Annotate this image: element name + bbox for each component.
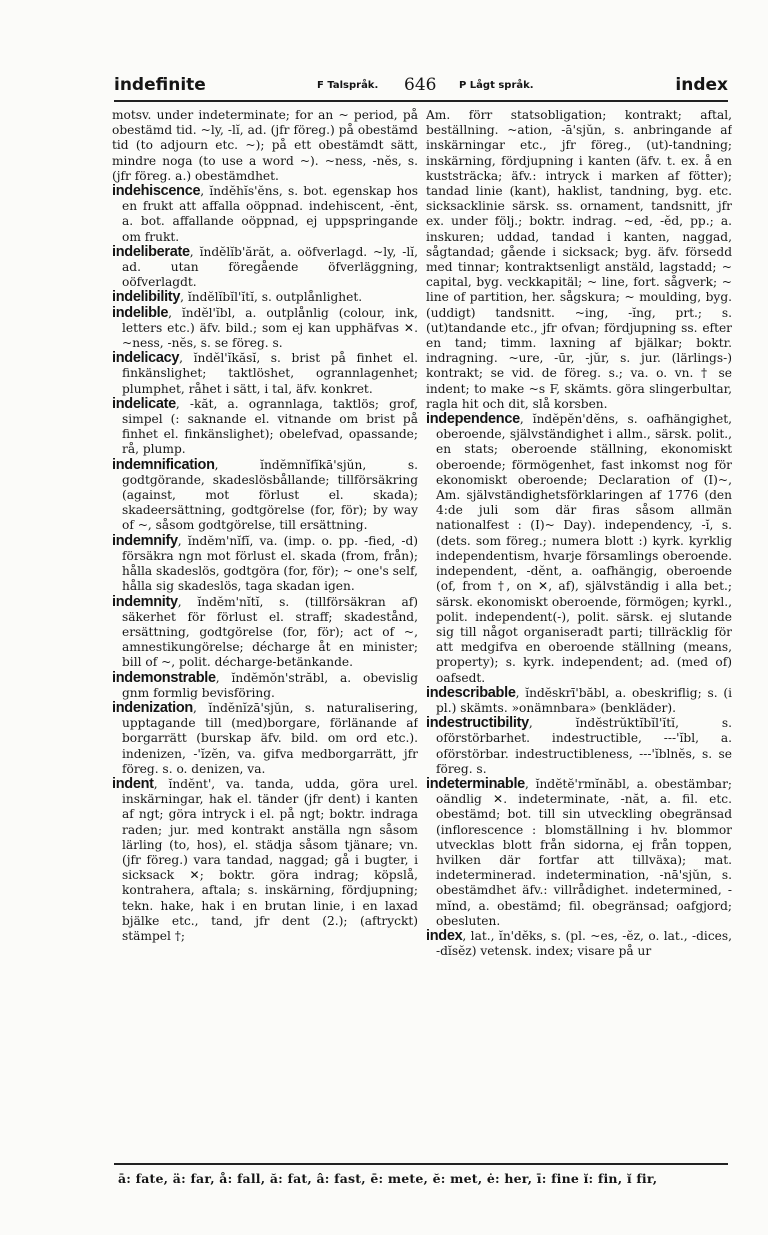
entry-headword: indeliberate [112,243,190,260]
entry-headword: indelicacy [112,350,180,367]
entry-headword: indemnification [112,456,215,473]
entry-headword: indestructibility [426,715,529,732]
entry-headword: indescribable [426,684,516,701]
dictionary-entry: indemnification, ĭndĕmnĭfĭkā'sjŭn, s. godtgörande, skadeslösbållande; tillförsäkring (against, mot förlust el. skada); skadeersättning, godtgörelse (for, för); by way of ~, såsom godtgörelse, till ersättning. [112,456,418,533]
dictionary-entry: indelibility, ĭndĕlĭbĭl'ĭtĭ, s. outplånlighet. [112,289,363,306]
running-header [114,75,728,99]
dictionary-entry: indent, ĭndĕnt', va. tanda, udda, göra urel. inskärningar, hak el. tänder (jfr dent) i kanten af ngt; göra intryck i el. på ngt; boktr. indraga raden; jur. med kontrakt anställa ngn såsom lärling (to, hos), el. städja såsom tjänare; vn. (jfr föreg.) vara tandad, naggad; gå i bugter, i sicksack ✕; boktr. göra indrag; köpslå, kontrahera, aftala; s. inskärning, fördjupning; tekn. hake, hak i en brutan linie, i en laxad bjälke etc., tand, jfr dent (2.); (aftryckt) stämpel †; [112,775,418,943]
right-guide-word: index [675,75,728,95]
dictionary-entry: indenization, ĭndĕnĭzā'sjŭn, s. naturalisering, upptagande till (med)borgare, förlänande af borgarrätt (burskap äfv. bild. om ord etc.). indenizen, -'ĭzĕn, va. gifva medborgarrätt, jfr föreg. s. o. denizen, va. [112,699,418,776]
dictionary-entry: indestructibility, ĭndĕstrŭktĭbĭl'ĭtĭ, s. oförstörbarhet. indestructible, ---'ĭbl, a. oförstörbar. indestructibleness, ---'ĭblnĕs, s. se föreg. s. [426,715,732,776]
dictionary-entry: indemnify, ĭndĕm'nĭfĭ, va. (imp. o. pp. -fied, -d) försäkra ngn mot förlust el. skada (from, från); hålla skadeslös, godtgöra (for, för); ~ one's self, hålla sig skadeslös, taga skadan igen. [112,532,418,594]
entry-headword: index [426,927,463,944]
entry-headword: indemonstrable [112,669,216,686]
entry-headword: independence [426,411,520,428]
entry-headword: indeterminable [426,775,525,792]
entry-headword: indemnify [112,532,178,549]
header-rule [114,100,728,102]
dictionary-entry: indelicate, -kăt, a. ogrannlaga, taktlös; grof, simpel (: saknande el. vitnande om brist på finhet el. finkänslighet); obelefvad, opassande; rå, plump. [112,395,418,457]
dictionary-entry: indeterminable, ĭndĕtĕ'rmĭnăbl, a. obestämbar; oändlig ✕. indeterminate, -năt, a. fil. etc. obestämd; bot. till sin utveckling obegränsad (inflorescence : blomställning i hv. blommor utvecklas blott från sidorna, ej från toppen, hvilken där fortfar att tillväxa); mat. indeterminerad. indetermination, -nā'sjŭn, s. obestämdhet äfv.: villrådighet. indetermined, -mĭnd, a. obestämd; fil. obegränsad; oafgjord; obesluten. [426,775,732,928]
dictionary-entry: independence, ĭndĕpĕn'dĕns, s. oafhängighet, oberoende, självständighet i allm., särsk. polit., en stats; oberoende ställning, ekonomiskt oberoende; förmögenhet, fast inkomst nog för ekonomiskt oberoende; Declaration of (I)~, Am. självständighetsförklaringen af 1776 (den 4:de juli som där firas såsom allmän nationalfest : (I)~ Day). independency, -ĭ, s. (dets. som föreg.; numera blott :) kyrk. kyrklig independentism, hvarje församlings oberoende. independent, -dĕnt, a. oafhängig, oberoende (of, from †, on ✕, af), självständig i alla bet.; särsk. ekonomiskt oberoende, förmögen; kyrkl., polit. independent(-), polit. särsk. ej slutande sig till något organiseradt parti; tillräcklig för att medgifva en oberoende ställning (means, property); s. kyrk. independent; ad. (med of) oafsedt. [426,411,732,685]
dictionary-entry: indelicacy, ĭndĕl'ĭkăsĭ, s. brist på finhet el. finkänslighet; taktlöshet, ogrannlagenhet; plumphet, råhet i sätt, i tal, äfv. konkret. [112,350,418,396]
page-number: 646 [404,75,437,95]
dictionary-entry: Am. förr statsobligation; kontrakt; aftal, beställning. ~ation, -ā'sjŭn, s. anbringande af inskärningar etc., jfr föreg., (ut)-tandning; inskärning, fördjupning i kanten (äfv. t. ex. å en kuststräcka; äfv.: intryck i marken af fötter); tandad linie (kant), haklist, tandning, byg. etc. sicksacklinie särsk. ss. ornament, tandsnitt, jfr ex. under följ.; boktr. indrag. ~ed, -ĕd, pp.; a. inskuren; uddad, tandad i kanten, naggad, sågtandad; gående i sicksack; byg. äfv. försedd med tinnar; kontraktsenligt anstäld, lagstadd; ~ capital, byg. veckkapitäl; ~ line, fort. sågverk; ~ line of partition, her. sågskura; ~ moulding, byg. (uddigt) tandsnitt. ~ing, -ĭng, prt.; s. (ut)tandande etc., jfr ofvan; fördjupning ss. efter en tand; timm. laxning af bjälkar; boktr. indragning. ~ure, -ūr, -jŭr, s. jur. (lärlings-) kontrakt; se vid. de föreg. s.; va. o. vn. † se indent; to make ~s F, skämts. göra slingerbultar, ragla hit och dit, slå korsben. [426,108,732,411]
dictionary-entry: indescribable, ĭndĕskrī'băbl, a. obeskriflig; s. (i pl.) skämts. »onämnbara» (benkläder). [426,684,732,715]
left-register-label: F Talspråk. [317,80,379,91]
dictionary-entry: indehiscence, ĭndĕhĭs'ĕns, s. bot. egenskap hos en frukt att affalla oöppnad. indehiscent, -ĕnt, a. bot. affallande oöppnad, ej uppspringande om frukt. [112,183,418,244]
dictionary-entry: indemnity, ĭndĕm'nĭtĭ, s. (tillförsäkran af) säkerhet för förlust el. straff; skadestånd, ersättning, godtgörelse (for, för); act of ~, amnestikungörelse; décharge åt en minister; bill of ~, polit. décharge-betänkande. [112,593,418,670]
right-register-label: P Lågt språk. [459,80,534,91]
entry-headword: indelible [112,304,169,321]
dictionary-entry: indeliberate, ĭndĕlĭb'ărăt, a. oöfverlagd. ~ly, -lĭ, ad. utan föregående öfverläggning, oöfverlagdt. [112,243,418,290]
entry-headword: indent [112,775,154,792]
entry-headword: indenization [112,699,193,716]
right-column [426,108,732,1158]
dictionary-entry: index, lat., ĭn'dĕks, s. (pl. ~es, -ĕz, o. lat., -dices, -dĭsĕz) vetensk. index; visare på ur [426,927,732,959]
left-guide-word: indefinite [114,75,206,95]
footer-rule [114,1163,728,1165]
left-column [112,108,418,1158]
pronunciation-key: ā: fate, ä: far, å: fall, ă: fat, â: fast, ē: mete, ĕ: met, ė: her, ī: fine ĭ: fin, ĭ fir, [118,1171,658,1186]
dictionary-entry: motsv. under indeterminate; for an ~ period, på obestämd tid. ~ly, -lĭ, ad. (jfr föreg.) på obestämd tid (to adjourn etc. ~); på ett obestämdt sätt, mindre noga (to use a word ~). ~ness, -nĕs, s. (jfr föreg. a.) obestämdhet. [112,108,418,183]
entry-headword: indehiscence [112,183,201,200]
entry-headword: indelicate [112,395,176,412]
entry-headword: indelibility [112,289,181,306]
entry-headword: indemnity [112,593,178,610]
dictionary-entry: indemonstrable, ĭndĕmŏn'străbl, a. obevislig gnm formlig bevisföring. [112,669,418,700]
dictionary-entry: indelible, ĭndĕl'ĭbl, a. outplånlig (colour, ink, letters etc.) äfv. bild.; som ej kan upphäfvas ✕. ~ness, -nĕs, s. se föreg. s. [112,304,418,351]
